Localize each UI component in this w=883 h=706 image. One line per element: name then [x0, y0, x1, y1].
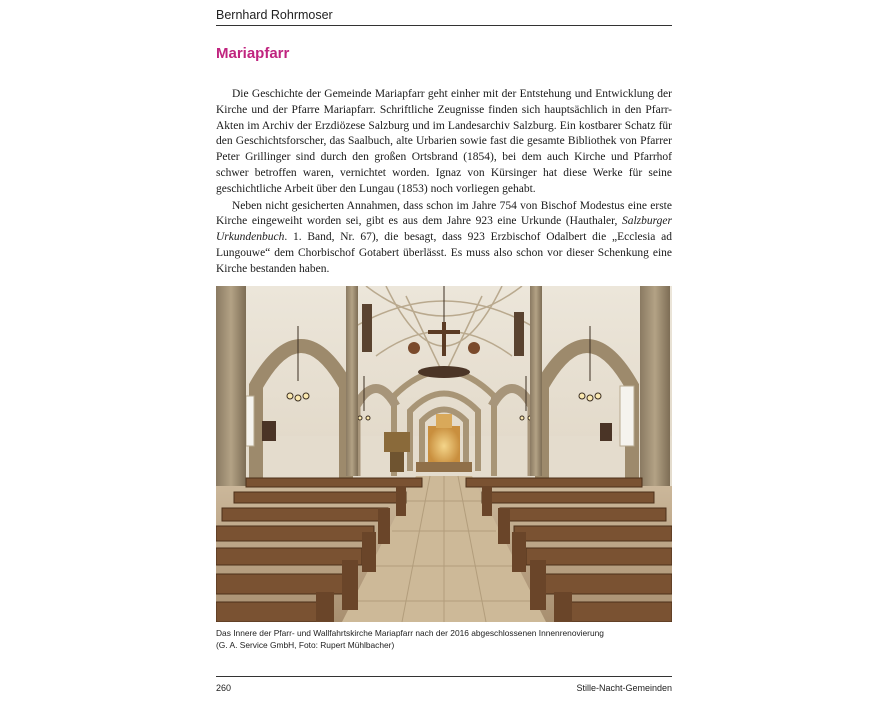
page-footer — [216, 676, 672, 693]
caption-line-2: (G. A. Service GmbH, Foto: Rupert Mühlbacher) — [216, 640, 395, 650]
page-number: 260 — [216, 683, 232, 693]
body-text — [216, 87, 672, 278]
section-title: Mariapfarr — [216, 45, 290, 62]
paragraph-1: Die Geschichte der Gemeinde Mariapfarr geht einher mit der Entstehung und Entwicklung der Kirche und der Pfarre Mariapfarr. Schriftliche Zeugnisse finden sich hauptsächlich in den Pfarr-Akten im Archiv der Erzdiözese Salzburg und im Landesarchiv Salzburg. Ein kostbarer Schatz für den Geschichtsforscher, das Saalbuch, alte Urbarien sowie fast die gesamte Bibliothek von Pfarrer Peter Grillinger sind durch den großen Ortsbrand (1854), bei dem auch Kirche und Pfarrhof schwer betroffen waren, vernichtet worden. Ignaz von Kürsinger hat diese Werke für seine geschichtliche Arbeit über den Lungau (1853) noch vorliegen gehabt. — [216, 88, 672, 195]
caption-line-1: Das Innere der Pfarr- und Wallfahrtskirche Mariapfarr nach der 2016 abgeschlossenen Innenrenovierung — [216, 628, 604, 638]
photo-caption — [216, 627, 672, 651]
paragraph-2-part-a: Neben nicht gesicherten Annahmen, dass schon im Jahre 754 von Bischof Modestus eine erste Kirche eingeweiht worden sei, gibt es aus dem Jahre 923 eine Urkunde (Hauthaler, — [216, 199, 672, 228]
paragraph-2-part-b: . 1. Band, Nr. 67), die besagt, dass 923 Erzbischof Odalbert die „Ecclesia ad Lungouwe“ dem Chorbischof Gotabert überlässt. Es muss also schon vor dieser Schenkung eine Kirche bestanden haben. — [216, 231, 672, 275]
running-head-author: Bernhard Rohrmoser — [216, 8, 672, 26]
church-interior-photo — [216, 286, 672, 622]
paragraph-2-book-title: Salzburger Urkundenbuch — [216, 215, 672, 244]
church-interior-illustration — [216, 286, 672, 622]
book-title: Stille-Nacht-Gemeinden — [576, 683, 672, 693]
paragraph-2 — [216, 199, 672, 278]
